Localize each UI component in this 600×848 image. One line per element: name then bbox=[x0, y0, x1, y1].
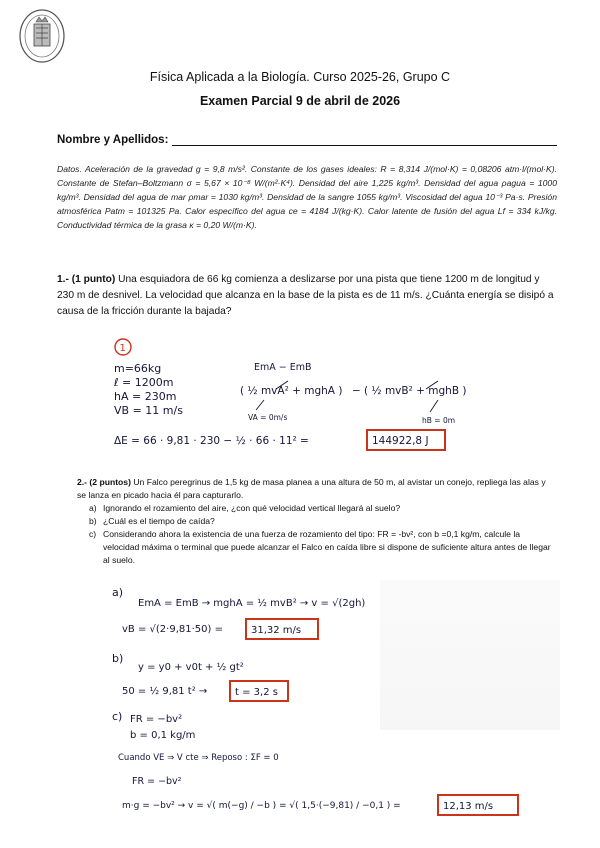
answer-1-height: hA = 230m bbox=[114, 390, 177, 403]
question-2-points: 2.- (2 puntos) bbox=[77, 477, 131, 487]
answer-2b-result: t = 3,2 s bbox=[235, 687, 278, 698]
name-field-row bbox=[57, 134, 557, 146]
answer-2b-calculation: 50 = ½ 9,81 t² → bbox=[122, 686, 208, 697]
answer-2a-equation: EmA = EmB → mghA = ½ mvB² → v = √(2gh) bbox=[138, 598, 366, 609]
answer-1-hb-note: hB = 0m bbox=[422, 416, 456, 425]
answer-2c-equation: m·g = −bv² → v = √( m(−g) / −b ) = √( 1,5·(−9,81) / −0,1 ) = bbox=[122, 801, 401, 811]
answer-1-va-note: VA = 0m/s bbox=[248, 413, 288, 422]
answer-2c-label: c) bbox=[112, 710, 123, 723]
question-2 bbox=[77, 476, 557, 567]
name-label: Nombre y Apellidos: bbox=[57, 134, 169, 146]
question-1-points: 1.- (1 punto) bbox=[57, 274, 116, 285]
question-1-text: Una esquiadora de 66 kg comienza a deslizarse por una pista que tiene 1200 m de longitud y 230 m de desnivel. La velocidad que alcanza en la base de la pista es de 11 m/s. ¿Cuánta energía se disipó a causa de la fricción durante la bajada? bbox=[57, 274, 554, 317]
answer-2a-calculation: vB = √(2·9,81·50) = bbox=[122, 624, 223, 635]
name-blank-line bbox=[172, 134, 557, 146]
exam-title: Física Aplicada a la Biología. Curso 2025-26, Grupo C bbox=[149, 70, 451, 84]
answer-1-expression-left: ( ½ mvA² + mghA ) bbox=[240, 385, 343, 397]
answer-2-handwriting bbox=[108, 582, 548, 844]
data-constants-paragraph: Datos. Aceleración de la gravedad g = 9,8 m/s². Constante de los gases ideales: R = 8,314 J/(mol·K) = 0,08206 atm·l/(mol·K). Constante de Stefan–Boltzmann σ = 5,67 × 10⁻⁸ W/(m²·K⁴). Densidad del aire 1,225 kg/m³. Densidad del agua ρagua = 1000 kg/m³. Densidad del agua de mar ρmar = 1030 kg/m³. Densidad de la sangre 1055 kg/m³. Viscosidad del agua 10⁻³ Pa·s. Presión atmosférica Patm = 101325 Pa. Calor específico del agua ce = 4184 J/(kg·K). Calor latente de fusión del agua Lf = 334 kJ/kg. Conductividad térmica de la grasa κ = 0,20 W/(m·K). bbox=[57, 164, 557, 230]
answer-2c-condition: Cuando VE ⇒ V cte ⇒ Reposo : ΣF = 0 bbox=[118, 753, 279, 763]
question-1 bbox=[57, 272, 557, 320]
answer-1-delta-equation: ΔE = 66 · 9,81 · 230 − ½ · 66 · 11² = bbox=[114, 435, 309, 447]
answer-2c-b-value: b = 0,1 kg/m bbox=[130, 730, 196, 741]
answer-2c-friction-repeat: FR = −bv² bbox=[132, 776, 182, 787]
answer-2c-friction: FR = −bv² bbox=[130, 714, 183, 725]
answer-2a-label: a) bbox=[112, 586, 124, 599]
question-2-text: Un Falco peregrinus de 1,5 kg de masa planea a una altura de 50 m, al avistar un conejo, repliega las alas y se lanza en picado hacia él para capturarlo. bbox=[77, 477, 546, 500]
answer-1-mass: m=66kg bbox=[114, 362, 162, 375]
exam-subtitle: Examen Parcial 9 de abril de 2026 bbox=[199, 94, 401, 108]
answer-1-arrows bbox=[256, 400, 438, 412]
question-2-item-c: c) Considerando ahora la existencia de una fuerza de rozamiento del tipo: FR = -bv², con b =0,1 kg/m, calcule la velocidad máxima o terminal que puede alcanzar el Falco en caída libre si dispone de suficiente altura antes de llegar al suelo. bbox=[89, 529, 551, 565]
university-seal-logo bbox=[18, 8, 66, 64]
answer-1-length: ℓ = 1200m bbox=[114, 376, 174, 389]
answer-1-energy-label: EmA − EmB bbox=[254, 362, 312, 373]
answer-1-number: 1 bbox=[119, 343, 126, 354]
question-2-item-a: a) Ignorando el rozamiento del aire, ¿con qué velocidad vertical llegará al suelo? bbox=[89, 503, 401, 513]
answer-2b-label: b) bbox=[112, 652, 124, 665]
answer-2a-result: 31,32 m/s bbox=[251, 625, 302, 636]
answer-1-velocity: VB = 11 m/s bbox=[114, 404, 183, 417]
question-2-item-b: b) ¿Cuál es el tiempo de caída? bbox=[89, 516, 215, 526]
answer-1-expression-right: ( ½ mvB² + mghB ) bbox=[364, 385, 467, 397]
answer-1-minus: − bbox=[352, 385, 361, 397]
answer-2c-result: 12,13 m/s bbox=[443, 801, 494, 812]
answer-1-handwriting bbox=[104, 334, 524, 464]
answer-1-result: 144922,8 J bbox=[372, 435, 429, 447]
answer-2b-equation: y = y0 + v0t + ½ gt² bbox=[138, 662, 244, 673]
